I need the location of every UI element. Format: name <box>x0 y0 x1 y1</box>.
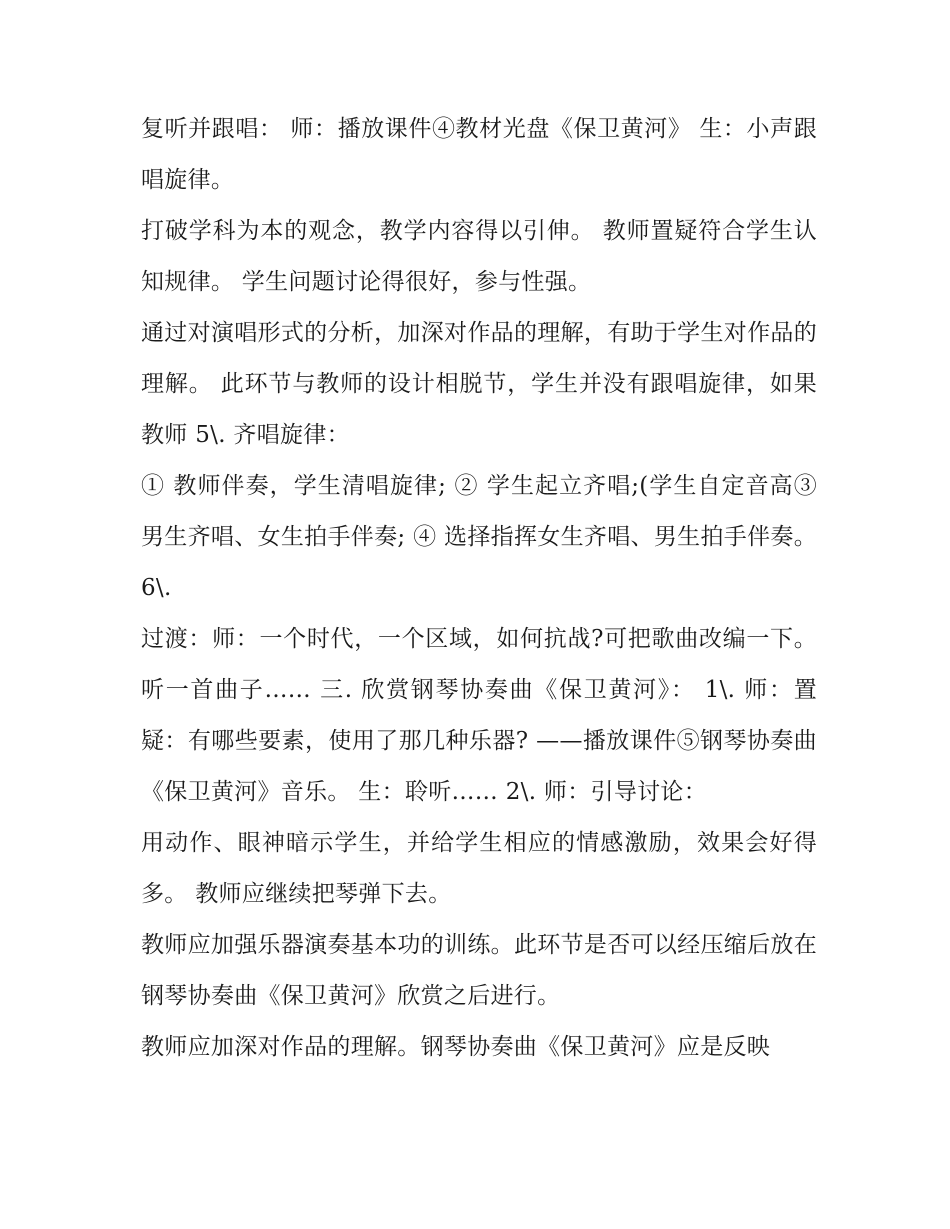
paragraph-7: 教师应加强乐器演奏基本功的训练。此环节是否可以经压缩后放在钢琴协奏曲《保卫黄河》欣赏之后进行。 <box>141 932 817 1009</box>
paragraph-2: 打破学科为本的观念，教学内容得以引伸。 教师置疑符合学生认知规律。 学生问题讨论得很好，参与性强。 <box>141 218 817 295</box>
paragraph-1: 复听并跟唱： 师：播放课件④教材光盘《保卫黄河》 生：小声跟唱旋律。 <box>141 116 817 193</box>
paragraph-6: 用动作、眼神暗示学生，并给学生相应的情感激励，效果会好得多。 教师应继续把琴弹下去。 <box>141 830 817 907</box>
paragraph-4: ① 教师伴奏，学生清唱旋律; ② 学生起立齐唱;(学生自定音高③男生齐唱、女生拍手伴奏; ④ 选择指挥女生齐唱、男生拍手伴奏。 6\. <box>141 473 817 601</box>
document-body <box>141 104 817 1073</box>
paragraph-8: 教师应加深对作品的理解。钢琴协奏曲《保卫黄河》应是反映 <box>141 1034 771 1060</box>
paragraph-3: 通过对演唱形式的分析，加深对作品的理解，有助于学生对作品的理解。 此环节与教师的设计相脱节，学生并没有跟唱旋律，如果教师 5\. 齐唱旋律： <box>141 320 817 448</box>
paragraph-5: 过渡：师：一个时代，一个区域，如何抗战?可把歌曲改编一下。 听一首曲子…… 三. 欣赏钢琴协奏曲《保卫黄河》： 1\. 师：置疑：有哪些要素，使用了那几种乐器? ——播放课件⑤钢琴协奏曲《保卫黄河》音乐。 生：聆听…… 2\. 师：引导讨论： <box>141 626 817 805</box>
